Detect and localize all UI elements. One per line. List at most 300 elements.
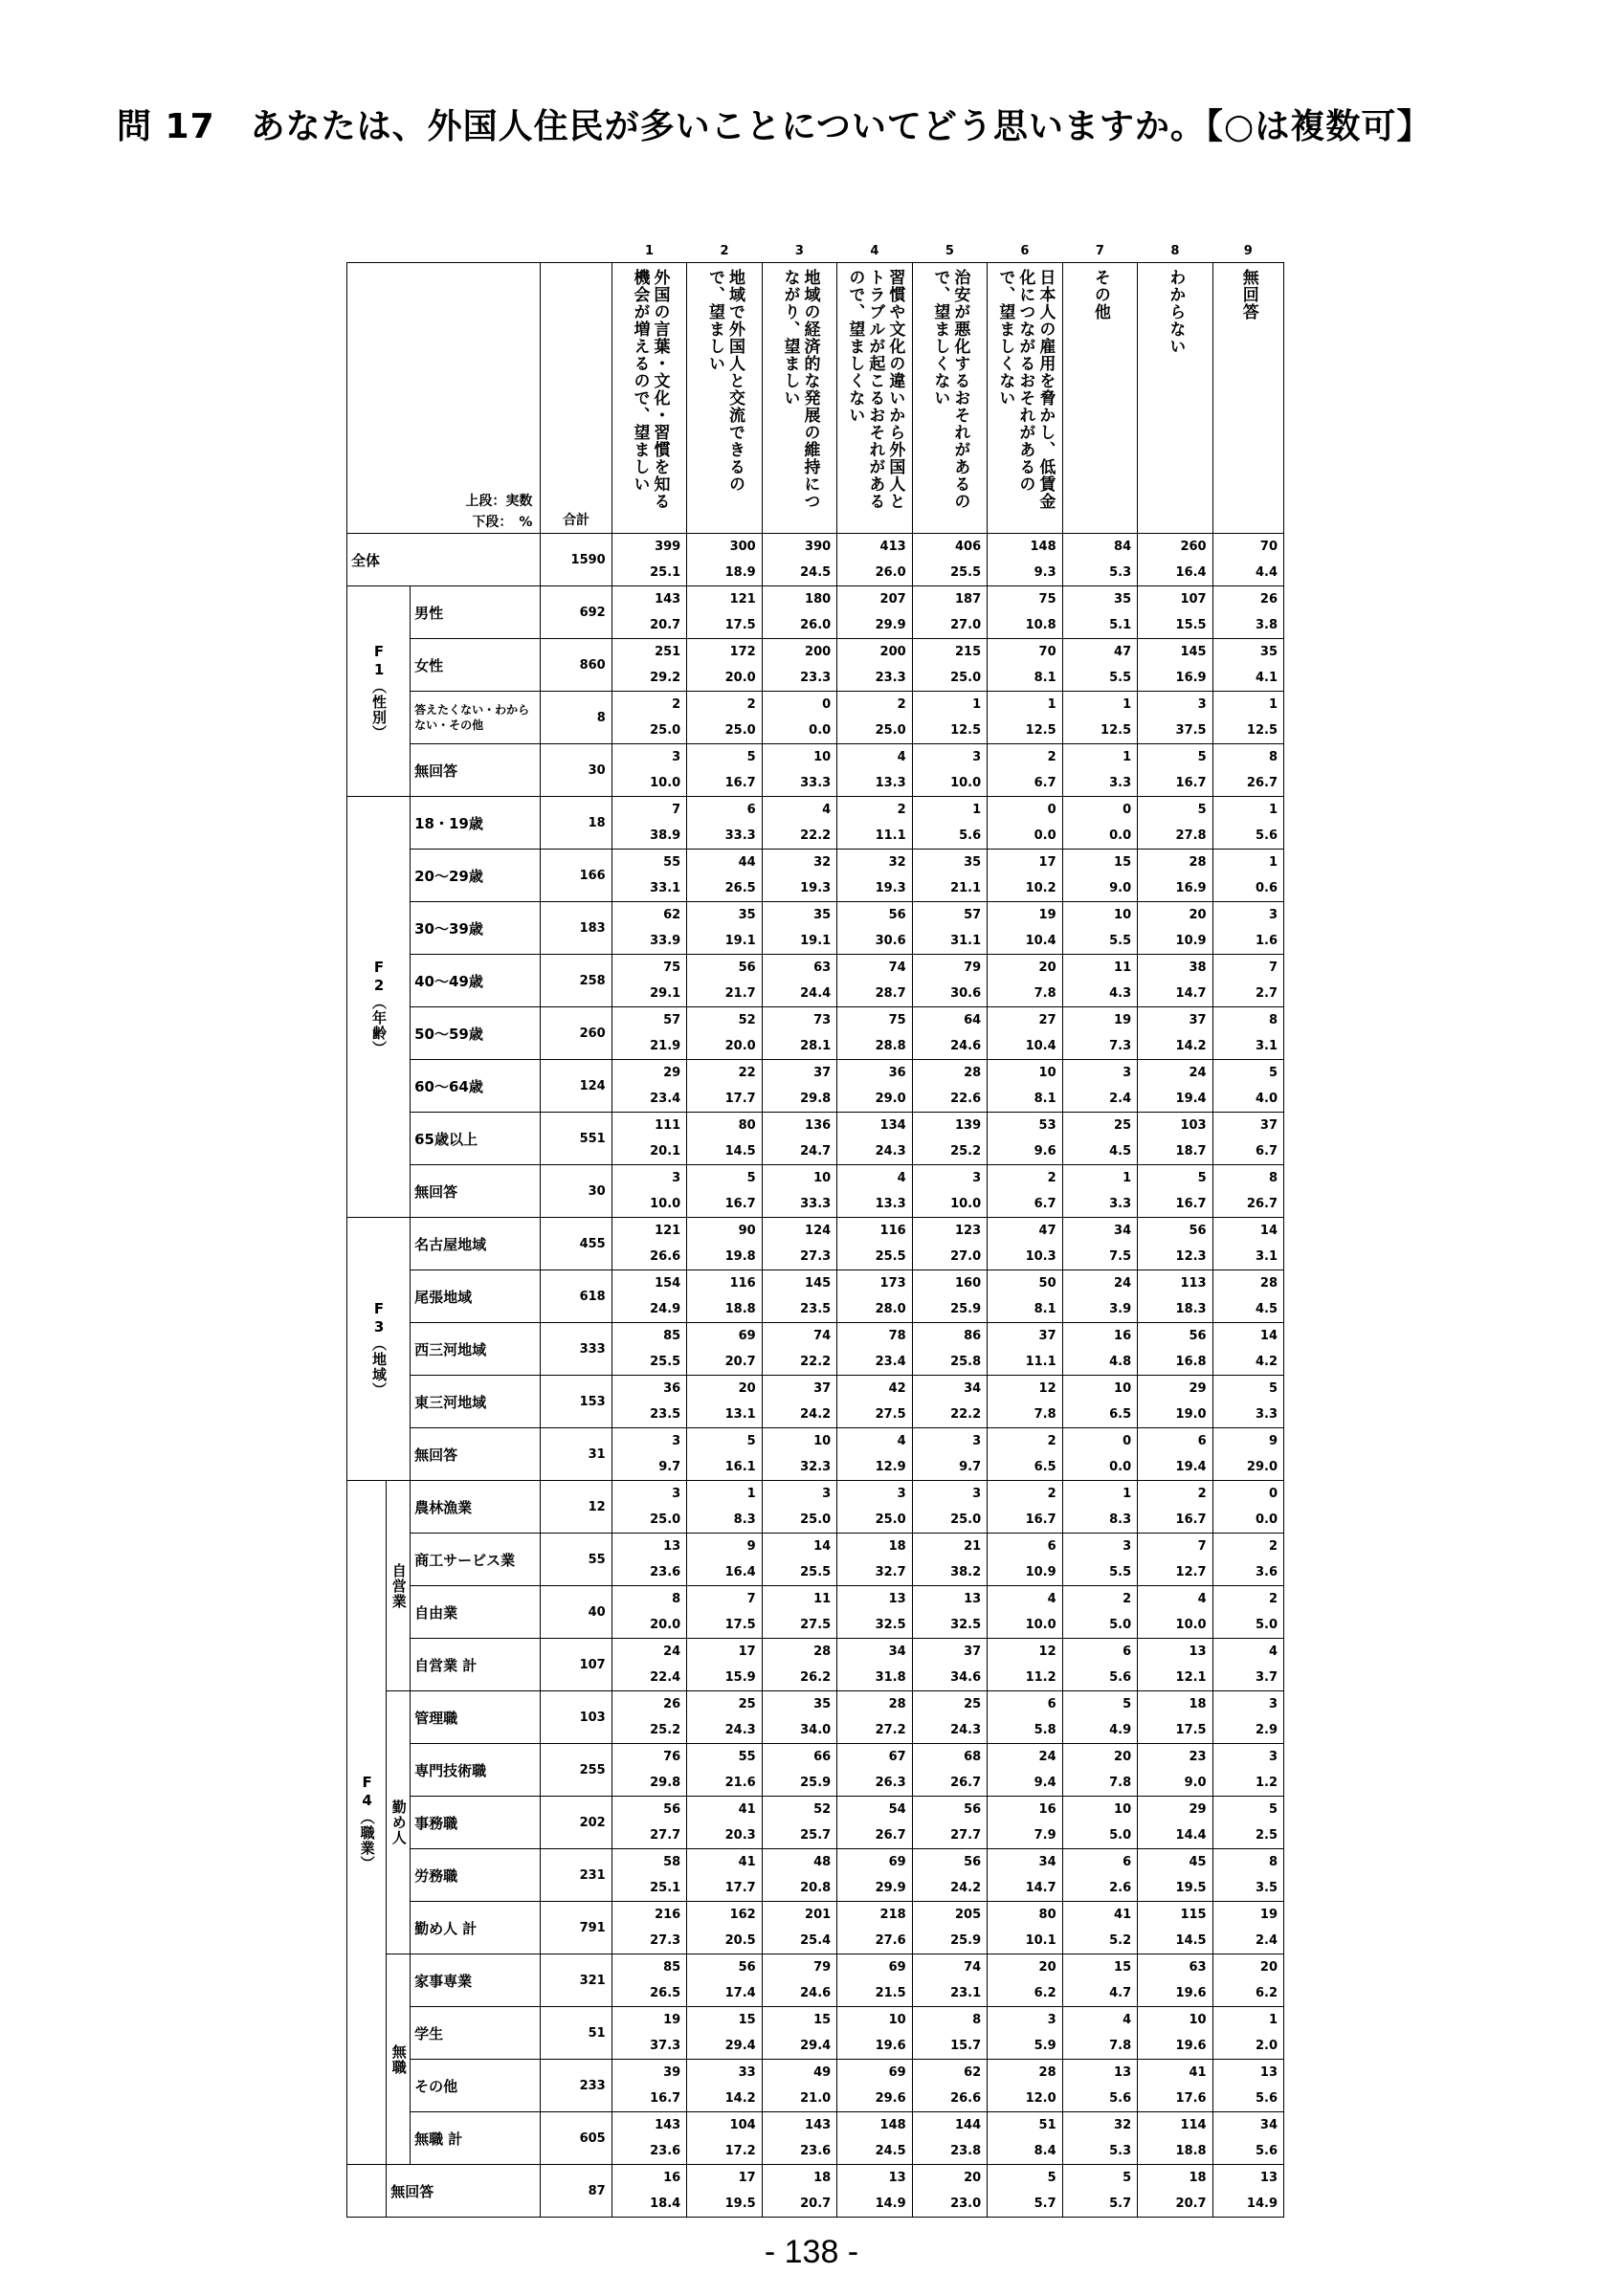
value-cell xyxy=(1062,1902,1137,1954)
count-value: 116 xyxy=(879,1224,906,1238)
value-cell xyxy=(611,1954,686,2007)
value-cell xyxy=(611,1849,686,1902)
group-label: 勤め人 xyxy=(389,1799,408,1845)
total-cell xyxy=(541,2007,611,2060)
value-cell xyxy=(988,1744,1062,1797)
percent-value: 5.6 xyxy=(1255,2091,1278,2106)
count-value: 31 xyxy=(588,1446,606,1462)
value-cell xyxy=(611,692,686,744)
count-value: 15 xyxy=(1114,855,1132,870)
value-cell xyxy=(912,1586,987,1639)
value-cell xyxy=(912,744,987,797)
value-cell xyxy=(687,1428,762,1481)
value-cell xyxy=(1062,639,1137,692)
percent-value: 19.6 xyxy=(1175,2039,1207,2053)
value-cell xyxy=(912,955,987,1007)
value-cell xyxy=(837,1481,912,1534)
value-cell xyxy=(611,902,686,955)
total-cell xyxy=(541,744,611,797)
value-cell xyxy=(1138,1376,1212,1428)
column-number: 5 xyxy=(945,243,954,258)
count-value: 41 xyxy=(1189,2065,1207,2080)
percent-value: 10.0 xyxy=(950,776,982,790)
percent-value: 37.3 xyxy=(650,2039,681,2053)
value-cell xyxy=(762,1744,836,1797)
value-cell xyxy=(611,2007,686,2060)
percent-value: 30.6 xyxy=(950,986,982,1001)
percent-value: 18.7 xyxy=(1175,1144,1207,1159)
value-cell xyxy=(762,1534,836,1586)
count-value: 22 xyxy=(738,1066,756,1080)
value-cell xyxy=(837,902,912,955)
value-cell xyxy=(611,1797,686,1849)
total-cell xyxy=(541,902,611,955)
percent-value: 4.2 xyxy=(1255,1355,1278,1369)
percent-value: 10.9 xyxy=(1175,934,1207,948)
count-value: 7 xyxy=(672,803,681,817)
value-cell xyxy=(1062,1744,1137,1797)
value-cell xyxy=(988,850,1062,902)
count-value: 80 xyxy=(738,1118,756,1133)
value-cell xyxy=(762,1007,836,1060)
percent-value: 4.5 xyxy=(1109,1144,1132,1159)
value-cell xyxy=(912,1270,987,1323)
count-value: 40 xyxy=(588,1604,606,1620)
count-value: 187 xyxy=(955,592,982,607)
percent-value: 14.7 xyxy=(1175,986,1207,1001)
percent-value: 16.9 xyxy=(1175,881,1207,895)
count-value: 21 xyxy=(964,1539,982,1554)
count-value: 139 xyxy=(955,1118,982,1133)
value-cell xyxy=(1138,2060,1212,2112)
percent-value: 25.0 xyxy=(800,1512,832,1527)
count-value: 56 xyxy=(738,1960,756,1975)
count-value: 16 xyxy=(1038,1802,1056,1817)
total-cell xyxy=(541,1586,611,1639)
value-cell xyxy=(762,955,836,1007)
count-value: 121 xyxy=(729,592,756,607)
percent-value: 19.3 xyxy=(800,881,832,895)
count-value: 33 xyxy=(738,2065,756,2080)
count-value: 1590 xyxy=(570,552,606,567)
percent-value: 26.6 xyxy=(650,1249,681,1264)
column-number: 6 xyxy=(1020,243,1030,258)
count-value: 30 xyxy=(588,1183,606,1199)
count-value: 618 xyxy=(579,1289,606,1304)
percent-value: 29.8 xyxy=(650,1776,681,1790)
percent-value: 23.6 xyxy=(800,2144,832,2158)
percent-value: 8.3 xyxy=(1109,1512,1132,1527)
count-value: 121 xyxy=(655,1224,681,1238)
count-value: 78 xyxy=(888,1329,906,1343)
percent-value: 15.7 xyxy=(950,2039,982,2053)
count-value: 63 xyxy=(813,960,832,975)
value-cell xyxy=(988,2060,1062,2112)
value-cell xyxy=(687,1060,762,1113)
count-value: 14 xyxy=(1259,1224,1278,1238)
count-value: 8 xyxy=(1268,1013,1278,1027)
percent-value: 10.4 xyxy=(1025,1039,1056,1053)
table-row xyxy=(347,1165,1284,1218)
percent-value: 3.1 xyxy=(1255,1039,1278,1053)
value-cell xyxy=(1138,1849,1212,1902)
table-row xyxy=(347,1534,1284,1586)
count-value: 47 xyxy=(1038,1224,1056,1238)
value-cell xyxy=(1212,2060,1283,2112)
count-value: 207 xyxy=(879,592,906,607)
count-value: 123 xyxy=(955,1224,982,1238)
value-cell xyxy=(837,692,912,744)
value-cell xyxy=(837,2112,912,2165)
total-cell xyxy=(541,1691,611,1744)
count-value: 32 xyxy=(1114,2118,1132,2132)
value-cell xyxy=(611,850,686,902)
total-cell xyxy=(541,534,611,586)
count-value: 2 xyxy=(672,697,681,712)
value-cell xyxy=(1138,955,1212,1007)
value-cell xyxy=(1212,2112,1283,2165)
percent-value: 9.3 xyxy=(1034,565,1056,580)
value-cell xyxy=(837,1218,912,1270)
percent-value: 19.5 xyxy=(724,2197,756,2211)
group-label: F2（年齢） xyxy=(370,958,389,1056)
value-cell xyxy=(611,1902,686,1954)
count-value: 70 xyxy=(1259,540,1278,554)
percent-value: 12.5 xyxy=(950,723,982,738)
percent-value: 26.7 xyxy=(950,1776,982,1790)
count-value: 154 xyxy=(655,1276,681,1291)
percent-value: 33.1 xyxy=(650,881,681,895)
value-cell xyxy=(1212,1586,1283,1639)
count-value: 0 xyxy=(1123,803,1132,817)
percent-value: 13.3 xyxy=(875,776,906,790)
percent-value: 27.7 xyxy=(950,1828,982,1843)
count-value: 13 xyxy=(888,2171,906,2185)
value-cell xyxy=(837,1534,912,1586)
value-cell xyxy=(1212,1428,1283,1481)
percent-value: 12.3 xyxy=(1175,1249,1207,1264)
count-value: 56 xyxy=(964,1802,982,1817)
count-value: 28 xyxy=(1189,855,1207,870)
value-cell xyxy=(837,2165,912,2218)
total-cell xyxy=(541,797,611,850)
count-value: 5 xyxy=(1123,1697,1132,1711)
percent-value: 20.7 xyxy=(650,618,681,632)
count-value: 14 xyxy=(813,1539,832,1554)
value-cell xyxy=(837,744,912,797)
value-cell xyxy=(687,955,762,1007)
total-cell xyxy=(541,1428,611,1481)
column-header: 日本人の雇用を脅かし、低賃金化につながるおそれがあるので、望ましくない xyxy=(995,269,1056,510)
table-row xyxy=(347,850,1284,902)
count-value: 15 xyxy=(1114,1960,1132,1975)
percent-value: 0.0 xyxy=(1109,1460,1132,1474)
table-row xyxy=(347,797,1284,850)
percent-value: 10.0 xyxy=(1025,1618,1056,1632)
percent-value: 16.7 xyxy=(724,1197,756,1211)
percent-value: 10.0 xyxy=(650,776,681,790)
value-cell xyxy=(912,692,987,744)
value-cell xyxy=(1212,1534,1283,1586)
percent-value: 23.0 xyxy=(950,2197,982,2211)
percent-value: 9.7 xyxy=(959,1460,982,1474)
percent-value: 8.1 xyxy=(1034,1302,1056,1316)
count-value: 2 xyxy=(1268,1592,1278,1606)
percent-value: 26.2 xyxy=(800,1670,832,1685)
row-label: 労務職 xyxy=(411,1849,541,1902)
value-cell xyxy=(611,2165,686,2218)
percent-value: 13.1 xyxy=(724,1407,756,1422)
row-label: 無職 計 xyxy=(411,2112,541,2165)
count-value: 41 xyxy=(1114,1908,1132,1922)
count-value: 4 xyxy=(1268,1645,1278,1659)
value-cell xyxy=(762,1849,836,1902)
percent-value: 5.6 xyxy=(1109,2091,1132,2106)
count-value: 2 xyxy=(1268,1539,1278,1554)
percent-value: 21.1 xyxy=(950,881,982,895)
value-cell xyxy=(1138,534,1212,586)
count-value: 9 xyxy=(746,1539,756,1554)
column-number: 7 xyxy=(1095,243,1104,258)
value-cell xyxy=(912,1481,987,1534)
column-number: 2 xyxy=(720,243,729,258)
value-cell xyxy=(1138,1165,1212,1218)
value-cell xyxy=(912,2112,987,2165)
count-value: 70 xyxy=(1038,645,1056,659)
row-label: 学生 xyxy=(411,2007,541,2060)
count-value: 10 xyxy=(1038,1066,1056,1080)
count-value: 58 xyxy=(663,1855,681,1869)
count-value: 29 xyxy=(1189,1802,1207,1817)
value-cell xyxy=(687,2165,762,2218)
value-cell xyxy=(687,692,762,744)
percent-value: 4.4 xyxy=(1255,565,1278,580)
value-cell xyxy=(988,1060,1062,1113)
value-cell xyxy=(912,2007,987,2060)
percent-value: 14.9 xyxy=(1246,2197,1278,2211)
value-cell xyxy=(912,1849,987,1902)
value-cell xyxy=(988,1113,1062,1165)
count-value: 18 xyxy=(1189,1697,1207,1711)
count-value: 5 xyxy=(1268,1802,1278,1817)
value-cell xyxy=(611,586,686,639)
count-value: 34 xyxy=(888,1645,906,1659)
percent-value: 5.6 xyxy=(959,828,982,843)
count-value: 69 xyxy=(888,1855,906,1869)
subgroup-cell xyxy=(387,1691,411,1954)
count-value: 56 xyxy=(738,960,756,975)
value-cell xyxy=(1212,1270,1283,1323)
count-value: 13 xyxy=(1189,1645,1207,1659)
percent-value: 16.1 xyxy=(724,1460,756,1474)
count-value: 3 xyxy=(972,750,982,764)
count-value: 18 xyxy=(813,2171,832,2185)
count-value: 10 xyxy=(1114,1381,1132,1396)
percent-value: 31.8 xyxy=(875,1670,906,1685)
value-cell xyxy=(837,1165,912,1218)
percent-value: 21.7 xyxy=(724,986,756,1001)
count-value: 162 xyxy=(729,1908,756,1922)
table-row xyxy=(347,1797,1284,1849)
value-cell xyxy=(687,1639,762,1691)
value-cell xyxy=(611,1691,686,1744)
value-cell xyxy=(912,1113,987,1165)
count-value: 321 xyxy=(579,1973,606,1988)
count-value: 73 xyxy=(813,1013,832,1027)
value-cell xyxy=(837,1113,912,1165)
percent-value: 6.7 xyxy=(1255,1144,1278,1159)
count-value: 20 xyxy=(1038,1960,1056,1975)
value-cell xyxy=(1062,2165,1137,2218)
percent-value: 16.4 xyxy=(724,1565,756,1579)
row-label: 無回答 xyxy=(411,1428,541,1481)
percent-value: 24.2 xyxy=(800,1407,832,1422)
percent-value: 3.3 xyxy=(1255,1407,1278,1422)
value-cell xyxy=(687,1376,762,1428)
percent-value: 6.2 xyxy=(1034,1986,1056,2000)
count-value: 56 xyxy=(663,1802,681,1817)
count-value: 1 xyxy=(1123,1487,1132,1501)
value-cell xyxy=(837,1691,912,1744)
value-cell xyxy=(611,2112,686,2165)
value-cell xyxy=(1062,744,1137,797)
percent-value: 9.6 xyxy=(1034,1144,1056,1159)
percent-value: 15.5 xyxy=(1175,618,1207,632)
column-header: その他 xyxy=(1090,269,1110,320)
value-cell xyxy=(988,534,1062,586)
count-value: 5 xyxy=(1197,750,1207,764)
count-value: 90 xyxy=(738,1224,756,1238)
table-row xyxy=(347,1270,1284,1323)
percent-value: 0.0 xyxy=(1255,1512,1278,1527)
count-value: 166 xyxy=(579,868,606,883)
value-cell xyxy=(687,1481,762,1534)
count-value: 18 xyxy=(888,1539,906,1554)
value-cell xyxy=(912,1954,987,2007)
percent-value: 25.0 xyxy=(875,723,906,738)
count-value: 103 xyxy=(1180,1118,1207,1133)
count-value: 251 xyxy=(655,645,681,659)
percent-value: 29.4 xyxy=(800,2039,832,2053)
percent-value: 3.3 xyxy=(1109,1197,1132,1211)
percent-value: 13.3 xyxy=(875,1197,906,1211)
count-value: 18 xyxy=(588,815,606,830)
value-cell xyxy=(988,692,1062,744)
count-value: 6 xyxy=(1197,1434,1207,1448)
percent-value: 23.5 xyxy=(800,1302,832,1316)
table-row xyxy=(347,1744,1284,1797)
column-header: 無回答 xyxy=(1238,269,1258,320)
count-value: 205 xyxy=(955,1908,982,1922)
count-value: 39 xyxy=(663,2065,681,2080)
table-row xyxy=(347,1954,1284,2007)
percent-value: 16.4 xyxy=(1175,565,1207,580)
percent-value: 19.4 xyxy=(1175,1460,1207,1474)
count-value: 136 xyxy=(805,1118,832,1133)
percent-value: 38.9 xyxy=(650,828,681,843)
page-title: 問 17 あなたは、外国人住民が多いことについてどう思いますか。【○は複数可】 xyxy=(117,107,1433,146)
count-value: 104 xyxy=(729,2118,756,2132)
percent-value: 24.3 xyxy=(950,1723,982,1737)
value-cell xyxy=(1138,1218,1212,1270)
value-cell xyxy=(762,1113,836,1165)
count-value: 1 xyxy=(972,697,982,712)
value-cell xyxy=(912,850,987,902)
count-value: 13 xyxy=(888,1592,906,1606)
value-cell xyxy=(1062,1007,1137,1060)
count-value: 75 xyxy=(1038,592,1056,607)
percent-value: 20.0 xyxy=(650,1618,681,1632)
count-value: 107 xyxy=(579,1657,606,1672)
row-label: 尾張地域 xyxy=(411,1270,541,1323)
percent-value: 14.2 xyxy=(724,2091,756,2106)
percent-value: 5.1 xyxy=(1109,618,1132,632)
count-value: 145 xyxy=(805,1276,832,1291)
count-value: 63 xyxy=(1189,1960,1207,1975)
percent-value: 25.9 xyxy=(800,1776,832,1790)
count-value: 27 xyxy=(1038,1013,1056,1027)
count-value: 24 xyxy=(1038,1750,1056,1764)
value-cell xyxy=(988,1376,1062,1428)
count-value: 3 xyxy=(672,1487,681,1501)
count-value: 183 xyxy=(579,920,606,936)
percent-value: 22.2 xyxy=(800,828,832,843)
row-label: 20～29歳 xyxy=(411,850,541,902)
count-value: 36 xyxy=(663,1381,681,1396)
value-cell xyxy=(611,1428,686,1481)
value-cell xyxy=(1138,1323,1212,1376)
count-value: 32 xyxy=(888,855,906,870)
value-cell xyxy=(988,1481,1062,1534)
group-label: F4（職業） xyxy=(358,1774,376,1871)
count-value: 45 xyxy=(1189,1855,1207,1869)
percent-value: 5.3 xyxy=(1109,565,1132,580)
percent-value: 27.6 xyxy=(875,1933,906,1948)
percent-value: 25.7 xyxy=(800,1828,832,1843)
count-value: 35 xyxy=(738,908,756,922)
value-cell xyxy=(1138,1691,1212,1744)
count-value: 692 xyxy=(579,605,606,620)
count-value: 56 xyxy=(1189,1329,1207,1343)
count-value: 2 xyxy=(1047,1487,1056,1501)
value-cell xyxy=(687,2060,762,2112)
value-cell xyxy=(687,1270,762,1323)
group-label: 自営業 xyxy=(389,1562,408,1609)
count-value: 8 xyxy=(1268,1171,1278,1185)
value-cell xyxy=(1138,1428,1212,1481)
value-cell xyxy=(988,1165,1062,1218)
column-header: 地域の経済的な発展の維持につながり、望ましい xyxy=(780,269,820,510)
count-value: 15 xyxy=(738,2013,756,2027)
table-row xyxy=(347,1007,1284,1060)
value-cell xyxy=(687,744,762,797)
table-row xyxy=(347,902,1284,955)
value-cell xyxy=(988,1007,1062,1060)
percent-value: 10.0 xyxy=(950,1197,982,1211)
value-cell xyxy=(1212,1639,1283,1691)
value-cell xyxy=(988,586,1062,639)
count-value: 10 xyxy=(1114,1802,1132,1817)
percent-value: 29.8 xyxy=(800,1092,832,1106)
value-cell xyxy=(1062,1218,1137,1270)
value-cell xyxy=(1212,1218,1283,1270)
percent-value: 2.7 xyxy=(1255,986,1278,1001)
column-number: 3 xyxy=(794,243,804,258)
group-label: F1（性別） xyxy=(370,642,389,740)
percent-value: 25.5 xyxy=(875,1249,906,1264)
percent-value: 2.0 xyxy=(1255,2039,1278,2053)
row-label: 専門技術職 xyxy=(411,1744,541,1797)
